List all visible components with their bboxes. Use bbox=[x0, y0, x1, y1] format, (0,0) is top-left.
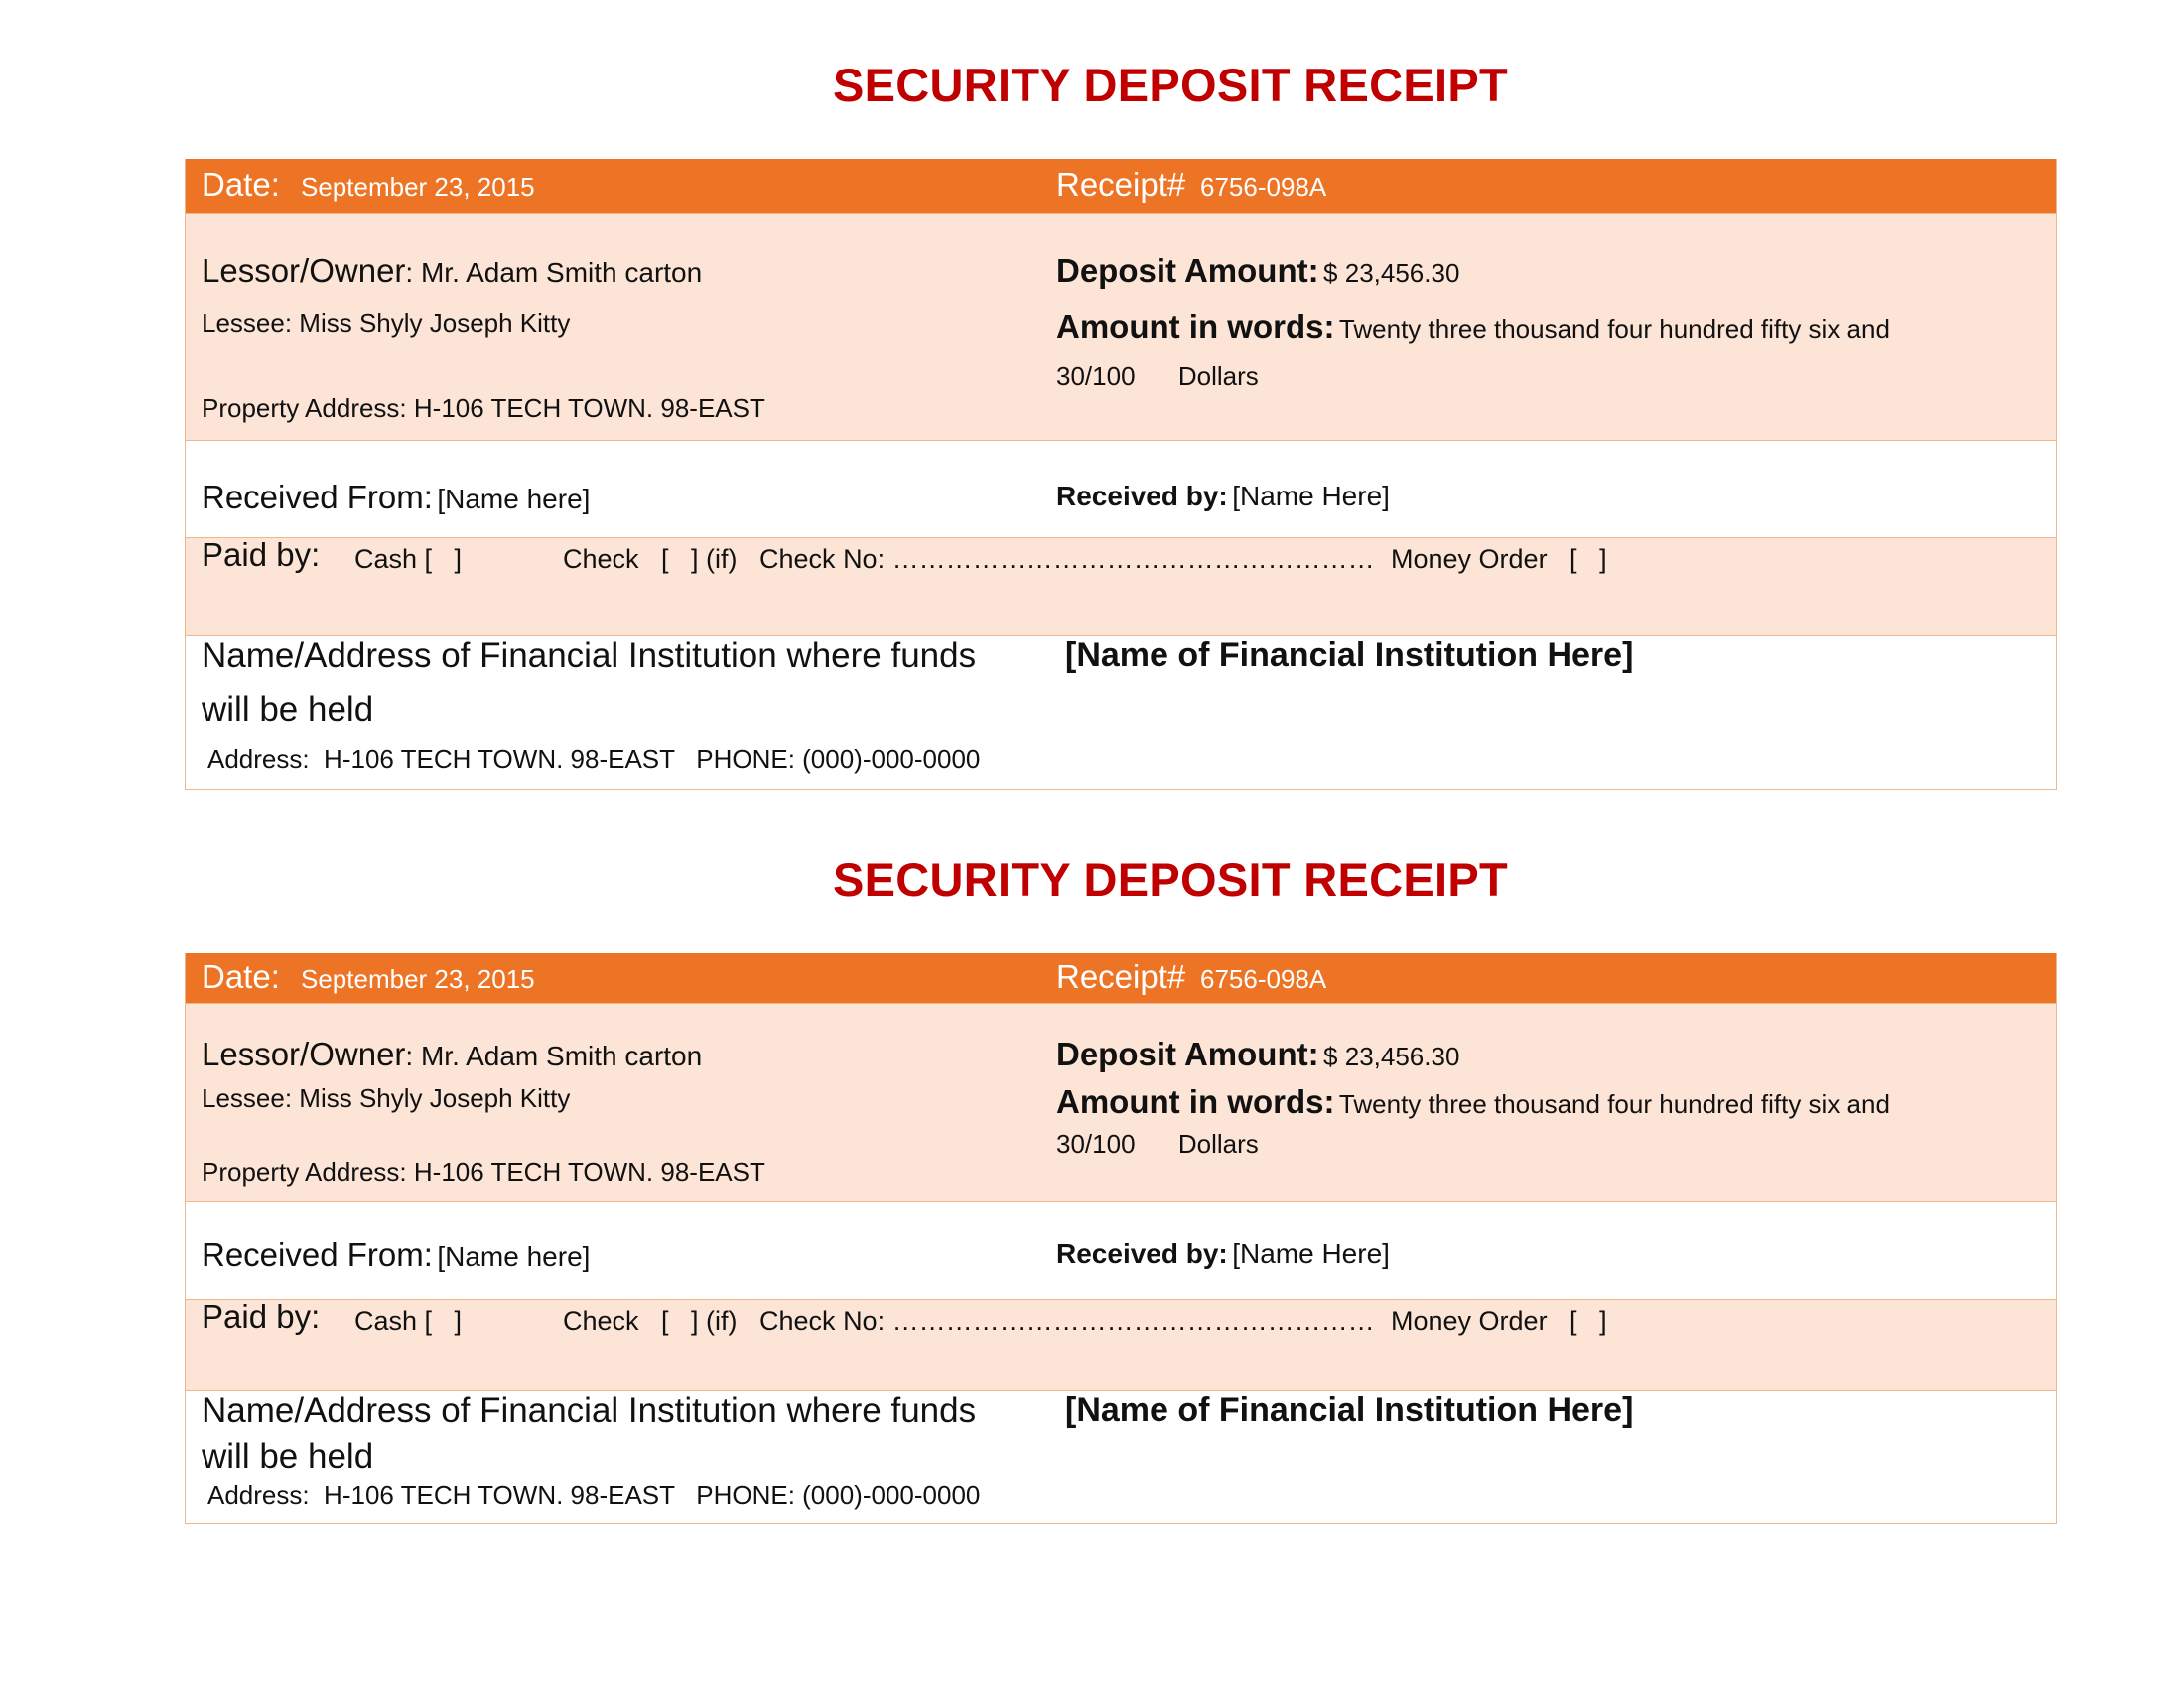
paid-money-order-option: Money Order [ ] bbox=[1391, 1306, 1607, 1336]
fi-label-line2: will be held bbox=[202, 1437, 374, 1476]
received-row bbox=[186, 440, 2056, 537]
fi-name: [Name of Financial Institution Here] bbox=[1065, 1391, 1634, 1429]
lessor-line bbox=[202, 1036, 702, 1073]
received-from-line bbox=[202, 479, 590, 516]
paid-cash-option: Cash [ ] bbox=[354, 544, 463, 574]
fi-label-line2: will be held bbox=[202, 690, 374, 729]
deposit-value: $ 23,456.30 bbox=[1323, 258, 1460, 288]
property-address: Property Address: H-106 TECH TOWN. 98-EAST bbox=[202, 393, 765, 423]
amount-words-line2: 30/100 Dollars bbox=[1056, 361, 1259, 391]
received-from-value: [Name here] bbox=[437, 1241, 591, 1272]
deposit-line bbox=[1056, 252, 1459, 290]
receipt-number-value: 6756-098A bbox=[1200, 964, 1327, 994]
receipt-title: SECURITY DEPOSIT RECEIPT bbox=[832, 853, 1509, 906]
paid-money-order-option: Money Order [ ] bbox=[1391, 544, 1607, 574]
received-from-label: Received From: bbox=[202, 1236, 433, 1273]
deposit-label: Deposit Amount: bbox=[1056, 252, 1319, 289]
received-by-label: Received by: bbox=[1056, 481, 1228, 511]
received-from-line bbox=[202, 1236, 590, 1274]
lessee-text: Lessee: Miss Shyly Joseph Kitty bbox=[202, 1083, 571, 1113]
header-row bbox=[186, 159, 2056, 213]
paid-check-option: Check [ ] (if) Check No: ……………………………………………… bbox=[563, 1306, 1375, 1336]
amount-words-label: Amount in words: bbox=[1056, 308, 1335, 345]
received-by-line bbox=[1056, 1238, 1390, 1270]
lessor-label: Lessor/Owner bbox=[202, 252, 406, 289]
paid-by-row bbox=[186, 1299, 2056, 1390]
received-by-line bbox=[1056, 481, 1390, 512]
receipt-1 bbox=[185, 56, 2057, 790]
received-by-label: Received by: bbox=[1056, 1238, 1228, 1269]
deposit-line bbox=[1056, 1036, 1459, 1073]
received-by-value: [Name Here] bbox=[1232, 481, 1390, 511]
lessor-line bbox=[202, 252, 702, 290]
amount-words-label: Amount in words: bbox=[1056, 1083, 1335, 1120]
paid-check-option: Check [ ] (if) Check No: ……………………………………………… bbox=[563, 544, 1375, 574]
receipt-number-label: Receipt# bbox=[1056, 166, 1186, 203]
header-row bbox=[186, 953, 2056, 1003]
deposit-value: $ 23,456.30 bbox=[1323, 1042, 1460, 1071]
date-value: September 23, 2015 bbox=[301, 172, 535, 202]
property-address: Property Address: H-106 TECH TOWN. 98-EAST bbox=[202, 1157, 765, 1187]
receipt-table bbox=[185, 159, 2057, 790]
receipt-2 bbox=[185, 850, 2057, 1524]
received-by-value: [Name Here] bbox=[1232, 1238, 1390, 1269]
fi-address: Address: H-106 TECH TOWN. 98-EAST PHONE: (000)-000-0000 bbox=[207, 1480, 981, 1510]
amount-words-line bbox=[1056, 308, 1890, 346]
receipt-number-label: Receipt# bbox=[1056, 958, 1186, 995]
paid-by-row bbox=[186, 537, 2056, 635]
received-row bbox=[186, 1201, 2056, 1299]
amount-words-line bbox=[1056, 1083, 1890, 1121]
lessor-value: : Mr. Adam Smith carton bbox=[405, 1041, 703, 1071]
deposit-label: Deposit Amount: bbox=[1056, 1036, 1319, 1072]
lessor-value: : Mr. Adam Smith carton bbox=[405, 257, 703, 288]
receipt-title: SECURITY DEPOSIT RECEIPT bbox=[832, 59, 1509, 111]
amount-words-line2: 30/100 Dollars bbox=[1056, 1129, 1259, 1159]
receipt-number-value: 6756-098A bbox=[1200, 172, 1327, 202]
paid-by-label: Paid by: bbox=[202, 1298, 321, 1335]
fi-name: [Name of Financial Institution Here] bbox=[1065, 636, 1634, 674]
fi-label-line1: Name/Address of Financial Institution where funds bbox=[202, 636, 977, 675]
paid-cash-option: Cash [ ] bbox=[354, 1306, 463, 1336]
fi-address: Address: H-106 TECH TOWN. 98-EAST PHONE: (000)-000-0000 bbox=[207, 744, 981, 774]
financial-institution-row bbox=[186, 635, 2056, 789]
paid-by-label: Paid by: bbox=[202, 536, 321, 573]
fi-label-line1: Name/Address of Financial Institution where funds bbox=[202, 1391, 977, 1430]
amount-words-value: Twenty three thousand four hundred fifty six and bbox=[1338, 314, 1890, 344]
received-from-label: Received From: bbox=[202, 479, 433, 515]
amount-words-value: Twenty three thousand four hundred fifty six and bbox=[1338, 1089, 1890, 1119]
receipt-table bbox=[185, 953, 2057, 1524]
financial-institution-row bbox=[186, 1390, 2056, 1523]
received-from-value: [Name here] bbox=[437, 484, 591, 514]
lessee-text: Lessee: Miss Shyly Joseph Kitty bbox=[202, 308, 571, 338]
date-label: Date: bbox=[202, 166, 280, 203]
parties-row bbox=[186, 213, 2056, 440]
date-label: Date: bbox=[202, 958, 280, 995]
date-value: September 23, 2015 bbox=[301, 964, 535, 994]
parties-row bbox=[186, 1003, 2056, 1201]
lessor-label: Lessor/Owner bbox=[202, 1036, 406, 1072]
